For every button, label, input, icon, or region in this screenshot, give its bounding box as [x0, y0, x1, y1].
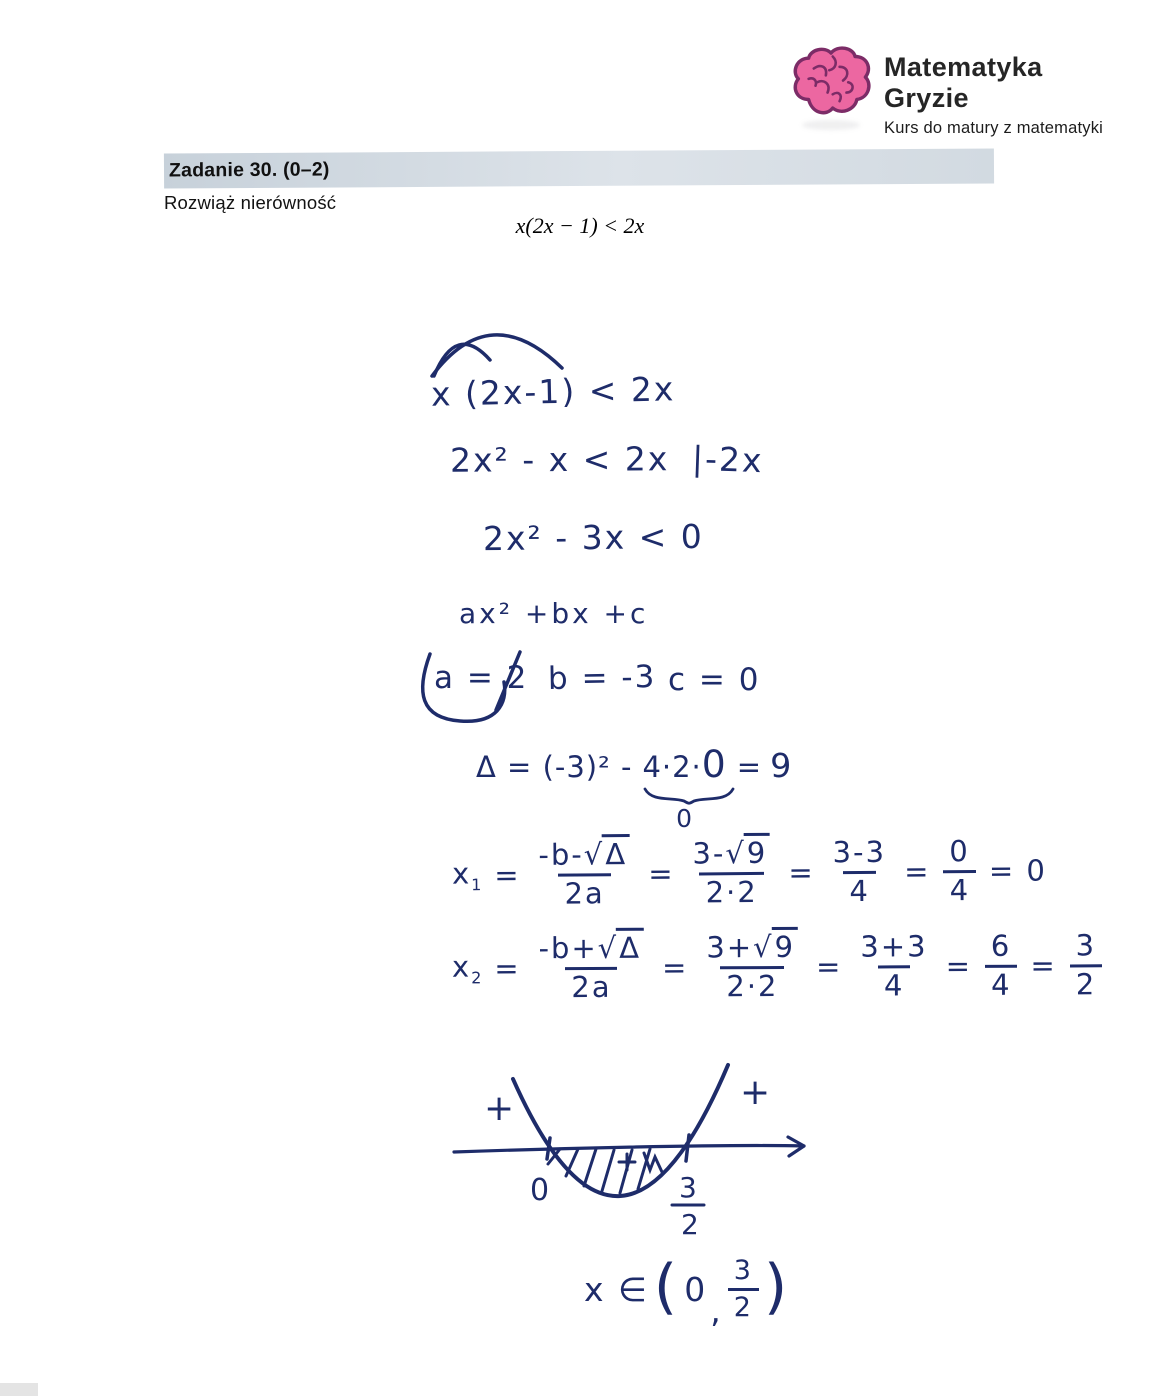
brain-icon [788, 44, 874, 124]
hw-line-original-inequality: x (2x-1) < 2x [430, 369, 676, 414]
parabola-sketch [420, 1048, 820, 1248]
hw-line-general-form: ax² +bx +c [459, 597, 649, 630]
x2-f3-den: 4 [878, 965, 911, 1002]
sqrt-symbol: √ [583, 837, 605, 872]
delta-grouped-pre: 4·2· [642, 750, 702, 784]
x2-fraction-evaluated [855, 931, 933, 1002]
hw-line-expanded: 2x² - x < 2x [449, 439, 670, 480]
x2-f2-den: 2·2 [720, 966, 784, 1003]
x1-fraction-formula [533, 839, 635, 911]
answer-frac-den: 2 [728, 1288, 759, 1323]
delta-equals: = [736, 750, 763, 784]
hw-x2-line [452, 930, 1103, 1004]
logo-subtitle: Kurs do matury z matematyki [884, 119, 1104, 137]
hw-side-operation: |-2x [691, 438, 765, 481]
x1-eq1: = [494, 858, 521, 893]
answer-upper-bound-fraction [728, 1256, 759, 1322]
answer-close-paren: ) [763, 1252, 790, 1323]
sqrt-nine [725, 836, 770, 870]
x1-f4-den: 4 [943, 870, 976, 907]
x2-f1-radicand: Δ [616, 928, 644, 965]
answer-pre: x ∈ [584, 1269, 649, 1309]
underbrace [642, 786, 736, 806]
x1-f2-pre: 3- [692, 836, 726, 871]
answer-lower-bound: 0 [684, 1269, 708, 1309]
x1-f2-radicand: 9 [744, 833, 771, 870]
x2-fraction-substituted [701, 929, 803, 1004]
hw-delta-line [476, 742, 793, 833]
x2-eq1: = [494, 951, 521, 986]
x2-fraction-formula [533, 930, 649, 1004]
x1-f1-radicand: Δ [602, 834, 630, 871]
x2-f5-den: 2 [1070, 964, 1103, 1001]
x2-f5-num: 3 [1075, 928, 1097, 963]
x2-f3-num: 3+3 [860, 929, 928, 964]
x1-var: x [451, 856, 472, 892]
task-header-title: Zadanie 30. (0–2) [168, 158, 330, 182]
distribution-arc-large [432, 335, 562, 376]
x-axis [454, 1146, 804, 1152]
logo-title: Matematyka Gryzie [884, 52, 1043, 113]
distribution-arc-small [434, 344, 490, 376]
x1-fraction-evaluated [827, 834, 891, 909]
x1-eq2: = [648, 857, 675, 892]
x2-f2-radicand: 9 [771, 927, 798, 964]
x1-index: 1 [471, 875, 482, 895]
root-label-den: 2 [681, 1208, 699, 1241]
hw-answer-line [584, 1252, 790, 1331]
x2-f1-pre: -b+ [538, 930, 598, 966]
x1-fraction-substituted [687, 835, 775, 910]
x2-eq2: = [662, 950, 689, 985]
x2-fraction-sixfourths [985, 928, 1018, 1002]
x2-eq5: = [1030, 948, 1057, 984]
x2-index: 2 [471, 968, 482, 988]
x1-fraction-final [943, 836, 976, 907]
x1-eq3: = [788, 855, 815, 891]
hw-coefficient-a: a = 2 [434, 660, 529, 696]
x1-result: = 0 [988, 853, 1048, 889]
root-label-zero: 0 [530, 1173, 550, 1208]
answer-open-paren: ( [653, 1252, 680, 1323]
x2-f1-den: 2a [565, 967, 617, 1004]
x1-f1-den: 2a [558, 873, 611, 910]
delta-grouped-zero: 0 [701, 742, 727, 786]
delta-grouped-term [640, 742, 728, 833]
brain-outline [795, 48, 869, 113]
x2-eq3: = [816, 950, 843, 985]
underbrace-label: 0 [676, 804, 694, 833]
x2-f2-pre: 3+ [706, 930, 754, 965]
sqrt-symbol: √ [752, 930, 774, 965]
scan-artifact [0, 1383, 38, 1396]
delta-result: 9 [770, 746, 793, 785]
x1-f4-num: 0 [949, 834, 970, 869]
sqrt-nine [753, 930, 798, 964]
x1-symbol [452, 857, 482, 895]
x1-f3-num: 3-3 [832, 834, 887, 870]
hw-coefficient-b: b = -3 [547, 659, 657, 697]
answer-comma: , [710, 1291, 723, 1331]
plus-sign-left: + [484, 1088, 515, 1129]
delta-pre: Δ = (-3)² - [476, 750, 633, 784]
x1-eq4: = [904, 854, 931, 890]
sqrt-symbol: √ [725, 836, 746, 871]
logo-text [884, 52, 1118, 138]
x2-var: x [451, 950, 472, 985]
hw-coefficient-c: c = 0 [668, 662, 761, 698]
root-label-num: 3 [679, 1171, 697, 1204]
x1-f3-den: 4 [843, 871, 876, 908]
x2-f4-num: 6 [990, 928, 1012, 963]
root-tick-three-halves [686, 1135, 689, 1161]
answer-frac-num: 3 [733, 1255, 753, 1286]
hw-x1-line [452, 835, 1047, 911]
plus-sign-right: + [740, 1072, 771, 1113]
underbrace-stroke [645, 789, 733, 803]
sqrt-symbol: √ [597, 930, 619, 965]
x2-eq4: = [945, 949, 973, 984]
task-instruction: Rozwiąż nierówność [164, 192, 337, 213]
printed-equation: x(2x − 1) < 2x [515, 213, 645, 238]
logo [788, 44, 1118, 140]
sqrt-delta [584, 837, 631, 871]
x1-f2-den: 2·2 [699, 872, 763, 909]
x2-f4-den: 4 [985, 965, 1018, 1002]
x2-fraction-final [1070, 930, 1103, 1001]
x2-symbol [452, 950, 482, 988]
sqrt-delta [598, 931, 645, 965]
task-header-bar [164, 148, 994, 188]
x1-f1-pre: -b- [538, 837, 584, 872]
hw-line-standard-form: 2x² - 3x < 0 [482, 516, 704, 559]
